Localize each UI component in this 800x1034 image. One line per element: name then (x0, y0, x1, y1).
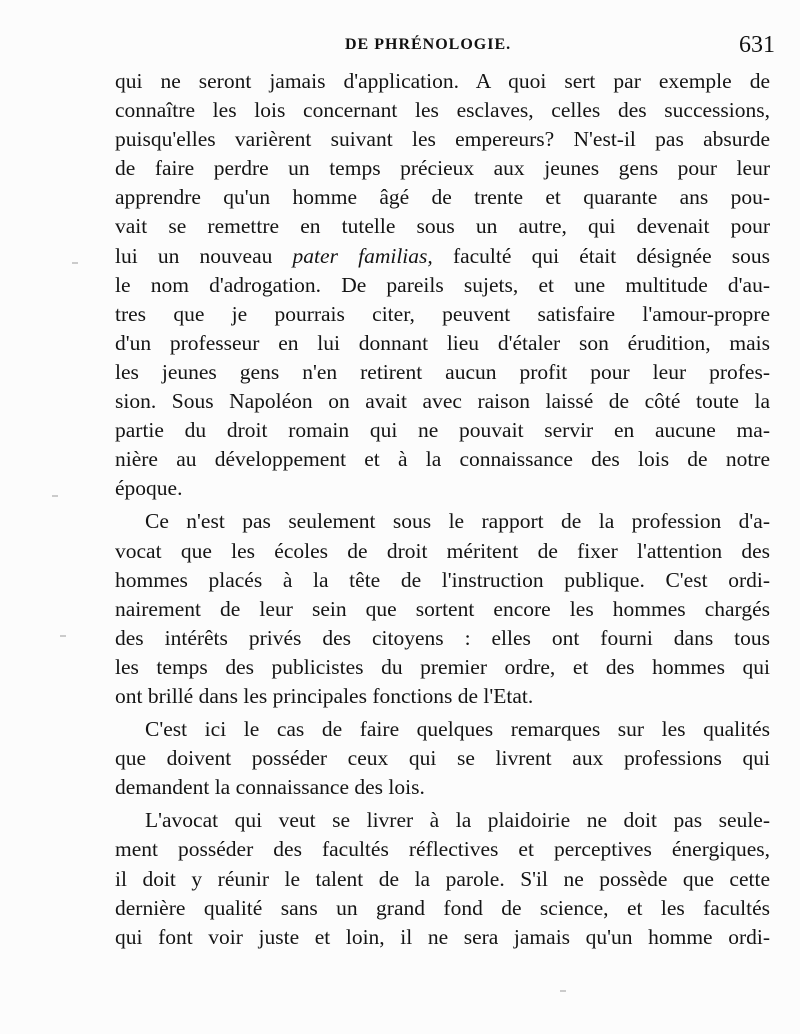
text-line: partie du droit romain qui ne pouvait servir en aucune ma- (115, 418, 770, 443)
text-line: connaître les lois concernant les esclaves, celles des successions, (115, 98, 770, 123)
text-line: puisqu'elles varièrent suivant les empereurs? N'est-il pas absurde (115, 127, 770, 152)
text-line: ont brillé dans les principales fonctions de l'Etat. (115, 683, 534, 708)
text-line: époque. (115, 476, 183, 501)
text-line: C'est ici le cas de faire quelques remarques sur les qualités (145, 717, 770, 742)
text-line: d'un professeur en lui donnant lieu d'étaler son érudition, mais (115, 330, 770, 355)
text-line: vait se remettre en tutelle sous un autre, qui devenait pour (115, 214, 770, 239)
text-line: tres que je pourrais citer, peuvent satisfaire l'amour-propre (115, 301, 770, 326)
paper-speck (52, 495, 58, 497)
paper-speck (560, 990, 566, 992)
paper-speck (72, 262, 78, 264)
paragraph-4 (115, 806, 770, 951)
body-text (115, 67, 770, 952)
paragraph-1 (115, 67, 770, 503)
page-number: 631 (739, 32, 775, 58)
text-line: qui font voir juste et loin, il ne sera jamais qu'un homme ordi- (115, 924, 770, 949)
text-line: nairement de leur sein que sortent encore les hommes chargés (115, 596, 770, 621)
text-line: ment posséder des facultés réflectives et perceptives énergiques, (115, 837, 770, 862)
text-line: hommes placés à la tête de l'instruction publique. C'est ordi- (115, 567, 770, 592)
text-line: les jeunes gens n'en retirent aucun profit pour leur profes- (115, 359, 770, 384)
text-fragment: faculté qui était désignée sous (452, 243, 771, 268)
text-line: vocat que les écoles de droit méritent de fixer l'attention des (115, 538, 770, 563)
text-line: nière au développement et à la connaissance des lois de notre (115, 447, 770, 472)
text-fragment: lui un nouveau (115, 243, 273, 268)
running-title: DE PHRÉNOLOGIE. (345, 36, 512, 53)
text-line: L'avocat qui veut se livrer à la plaidoirie ne doit pas seule- (145, 808, 770, 833)
paper-speck (60, 635, 66, 637)
paragraph-3 (115, 715, 770, 802)
text-line: il doit y réunir le talent de la parole. S'il ne possède que cette (115, 866, 770, 891)
text-line: apprendre qu'un homme âgé de trente et quarante ans pou- (115, 185, 770, 210)
paragraph-2 (115, 507, 770, 711)
text-line: dernière qualité sans un grand fond de science, et les facultés (115, 895, 770, 920)
text-line: sion. Sous Napoléon on avait avec raison laissé de côté toute la (115, 389, 770, 414)
text-line: le nom d'adrogation. De pareils sujets, et une multitude d'au- (115, 272, 770, 297)
text-line: que doivent posséder ceux qui se livrent aux professions qui (115, 746, 770, 771)
italic-phrase: pater familias, (292, 243, 433, 268)
text-line: des intérêts privés des citoyens : elles ont fourni dans tous (115, 625, 770, 650)
text-line: qui ne seront jamais d'application. A quoi sert par exemple de (115, 69, 770, 93)
text-line-with-italic (115, 242, 770, 271)
text-line: Ce n'est pas seulement sous le rapport de la profession d'a- (145, 509, 770, 534)
text-line: demandent la connaissance des lois. (115, 775, 425, 800)
running-head (115, 34, 775, 64)
text-line: de faire perdre un temps précieux aux jeunes gens pour leur (115, 156, 770, 181)
text-line: les temps des publicistes du premier ordre, et des hommes qui (115, 654, 770, 679)
